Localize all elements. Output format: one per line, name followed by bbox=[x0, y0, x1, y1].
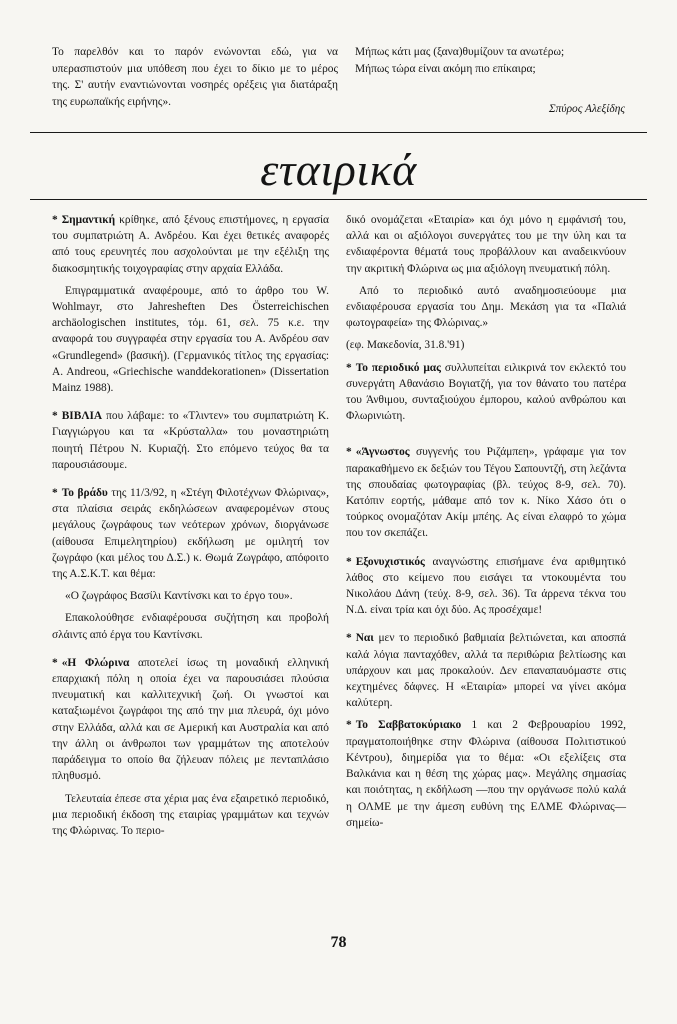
news-item bbox=[52, 212, 329, 277]
bullet-marker: * bbox=[346, 719, 352, 732]
item-lead: «Η Φλώρινα bbox=[61, 656, 130, 669]
section-heading: εταιρικά bbox=[260, 144, 417, 195]
item-text: που λάβαμε: το «Τλιντεν» του συμπατριώτη Κ. Γιαγγιώργου και τα «Κρύσταλλα» του μοναστηριώτη ποιητή Πέτρου Ν. Κυριαζή. Στο επόμενο τεύχος θα τα παρουσιάσουμε. bbox=[52, 410, 329, 471]
paragraph: «Ο ζωγράφος Βασίλι Καντίνσκι και το έργο του». bbox=[65, 590, 293, 603]
item-text: μεν το περιοδικό βαθμιαία βελτιώνεται, και αποσπά καλά λόγια πανταχόθεν, αλλά τα περιθώρια βελτίωσης και υπάρχουν και μας προκαλούν. Δεν επαναπαυόμαστε στις κεχτημένες δάφνες. Η «Εταιρία» μπορεί να γίνει ακόμα καλύτερη. bbox=[346, 632, 626, 710]
bullet-marker: * bbox=[346, 555, 352, 568]
page-number: 78 bbox=[330, 934, 347, 951]
left-column bbox=[52, 212, 329, 845]
paragraph: δικό ονομάζεται «Εταιρία» και όχι μόνο η εμφάνισή του, αλλά και οι αξιόλογοι συνεργάτες του με την ύλη και τα ενδιαφέροντα θέματά τους προβάλλουν και αναδεικνύουν την ακριτική Φλώρινα ως μια αξιόλογη πνευματική πόλη. bbox=[346, 214, 626, 275]
item-text: αποτελεί ίσως τη μοναδική ελληνική επαρχιακή πόλη η οποία έχει να παρουσιάσει πλούσια πνευματική και καλλιτεχνική ζωή. Οι γνωστοί και καταξιωμένοι ζωγράφοι της από την μια πλευρά, όχι μόνο στην Ελλάδα, αλλά και σε Αμερική και Αυστραλία και από την άλλη οι άνθρωποι των γραμμάτων της αποτελούν παράδειγμα το οποίο θα ζήλευαν πόλεις με πενταπλάσιο πληθυσμό. bbox=[52, 656, 329, 783]
bullet-marker: * bbox=[346, 632, 352, 645]
news-item bbox=[346, 554, 626, 619]
item-lead: Ναι bbox=[355, 632, 374, 645]
bullet-marker: * bbox=[346, 446, 352, 459]
item-text: συλλυπείται ειλικρινά τον εκλεκτό του συνεργάτη Αθανάσιο Βογιατζή, για τον θάνατο του πατέρα του Άνθιμου, συνταξιούχου έμπορου, καλού ανθρώπου και Φλωρινιώτη. bbox=[346, 361, 626, 423]
top-right-line-1: Μήπως κάτι μας (ξανα)θυμίζουν τα ανωτέρω; bbox=[355, 46, 565, 58]
item-lead: Το βράδυ bbox=[61, 487, 108, 500]
right-column bbox=[346, 212, 626, 837]
paragraph: Επιγραμματικά αναφέρουμε, από το άρθρο του W. Wohlmayr, στο Jahresheften Des Österreichischen archäologischen institutes, τόμ. 61, σελ. 75 κ.ε. την αναφορά του συγγραφέα στην εργασία του Α. Ανδρέου σαν «Grundlegend» (βασική). (Γερμανικός τίτλος της εργασίας: A. Andreou, «Griechische wanddekorationen» (Dissertation Mainz 1988). bbox=[52, 284, 329, 395]
item-lead: ΒΙΒΛΙΑ bbox=[61, 410, 103, 423]
news-item bbox=[346, 717, 626, 830]
item-lead: Το Σαββατοκύριακο bbox=[355, 719, 462, 732]
bullet-marker: * bbox=[52, 656, 58, 669]
bullet-marker: * bbox=[346, 361, 352, 374]
bullet-marker: * bbox=[52, 410, 58, 423]
news-item bbox=[346, 444, 626, 541]
item-lead: Σημαντική bbox=[61, 214, 116, 226]
top-left-paragraph: Το παρελθόν και το παρόν ενώνονται εδώ, για να υπερασπιστούν μια υπόθεση που έχει το δίκιο με το μέρος της. Σ' αυτήν εναντιώνονται νοσηρές ορέξεις για διατάραξη της ευρωπαϊκής ειρήνης». bbox=[52, 46, 338, 108]
news-item bbox=[346, 630, 626, 711]
news-item bbox=[52, 655, 329, 785]
item-text: συγγενής του Ριζάμπεη», γράφαμε για τον παρακαθήμενο εκ δεξιών του Τέγου Σαπουντζή, στη λεζάντα της σπουδαίας φωτογραφίας (βλ. τεύχος 8-9, σελ. 70). Κατόπιν εορτής, μάθαμε από τον κ. Νίκο Χάσο ότι ο τούρκος ονομαζόταν Ακίμ μπέης. Ας είναι ελαφρό το χώμα που τον σκεπάζει. bbox=[346, 446, 626, 540]
top-right-paragraph bbox=[355, 44, 630, 77]
news-item bbox=[52, 485, 329, 582]
bullet-marker: * bbox=[52, 214, 58, 226]
paragraph: Τελευταία έπεσε στα χέρια μας ένα εξαιρετικό περιοδικό, μια περιοδική έκδοση της εταιρίας γραμμάτων και τεχνών της Φλώρινας. Το περιο- bbox=[52, 792, 329, 837]
item-text: αναγνώστης επισήμανε ένα αριθμητικό λάθος στο κείμενο που εισάγει τα ντοκουμέντα του Νικολάου Δάνη (τεύχ. 8-9, σελ. 36). Τα άρρενα τέκνα του Ν.Δ. είναι τρία και όχι δύο. Ας προσέχαμε! bbox=[346, 555, 626, 617]
bullet-marker: * bbox=[52, 487, 58, 500]
paragraph: Από το περιοδικό αυτό αναδημοσιεύουμε μια ενδιαφέρουσα εργασία του Δημ. Μεκάση για τα «Παλιά φωτογραφεία» της Φλώρινας.» bbox=[346, 284, 626, 330]
divider-bottom bbox=[30, 199, 647, 200]
item-text: κρίθηκε, από ξένους επιστήμονες, η εργασία του συμπατριώτη Α. Ανδρέου. Και έχει θετικές αναφορές από τους ερευνητές που ασχολούνται με την εξέλιξη της διακοσμητικής τοιχογραφίας στην αρχαία Ελλάδα. bbox=[52, 214, 329, 275]
item-text: 1 και 2 Φεβρουαρίου 1992, πραγματοποιήθηκε στην Φλώρινα (αίθουσα Πολιτιστικού Κέντρου), διημερίδα για το θέμα: «Οι εξελίξεις στα Βαλκάνια και η θέση της χώρας μας». Μεγάλης σημασίας και ποιότητας, η εκδήλωση —που την οργάνωσε πολύ καλά η ΟΛΜΕ με την άμεση ευθύνη της ΕΛΜΕ Φλώρινας— σημείω- bbox=[346, 719, 626, 829]
item-text: της 11/3/92, η «Στέγη Φιλοτέχνων Φλώρινας», στα πλαίσια σειράς εκδηλώσεων αναφερομένων στους μεγάλους ζωγράφους των νεότερων χρόνων, διοργάνωσε (αίθουσα Επιμελητηρίου) εκδήλωση με ομιλητή τον ζωγράφο (και μέλος του Δ.Σ.) κ. Θωμά Ζωγράφο, απόφοιτο της Α.Σ.Κ.Τ. και θέμα: bbox=[52, 487, 330, 581]
divider-top bbox=[30, 132, 647, 133]
news-item bbox=[346, 360, 626, 425]
item-lead: Εξονυχιστικός bbox=[355, 555, 425, 568]
item-lead: «Άγνωστος bbox=[355, 446, 410, 459]
top-right-line-2: Μήπως τώρα είναι ακόμη πιο επίκαιρα; bbox=[355, 62, 536, 75]
author-signature: Σπύρος Αλεξίδης bbox=[548, 103, 625, 115]
news-item bbox=[52, 408, 329, 473]
source-citation: (εφ. Μακεδονία, 31.8.'91) bbox=[346, 339, 465, 352]
item-lead: Το περιοδικό μας bbox=[355, 361, 441, 374]
paragraph: Επακολούθησε ενδιαφέρουσα συζήτηση και προβολή σλάιντς από έργα του Καντίνσκι. bbox=[52, 612, 329, 641]
